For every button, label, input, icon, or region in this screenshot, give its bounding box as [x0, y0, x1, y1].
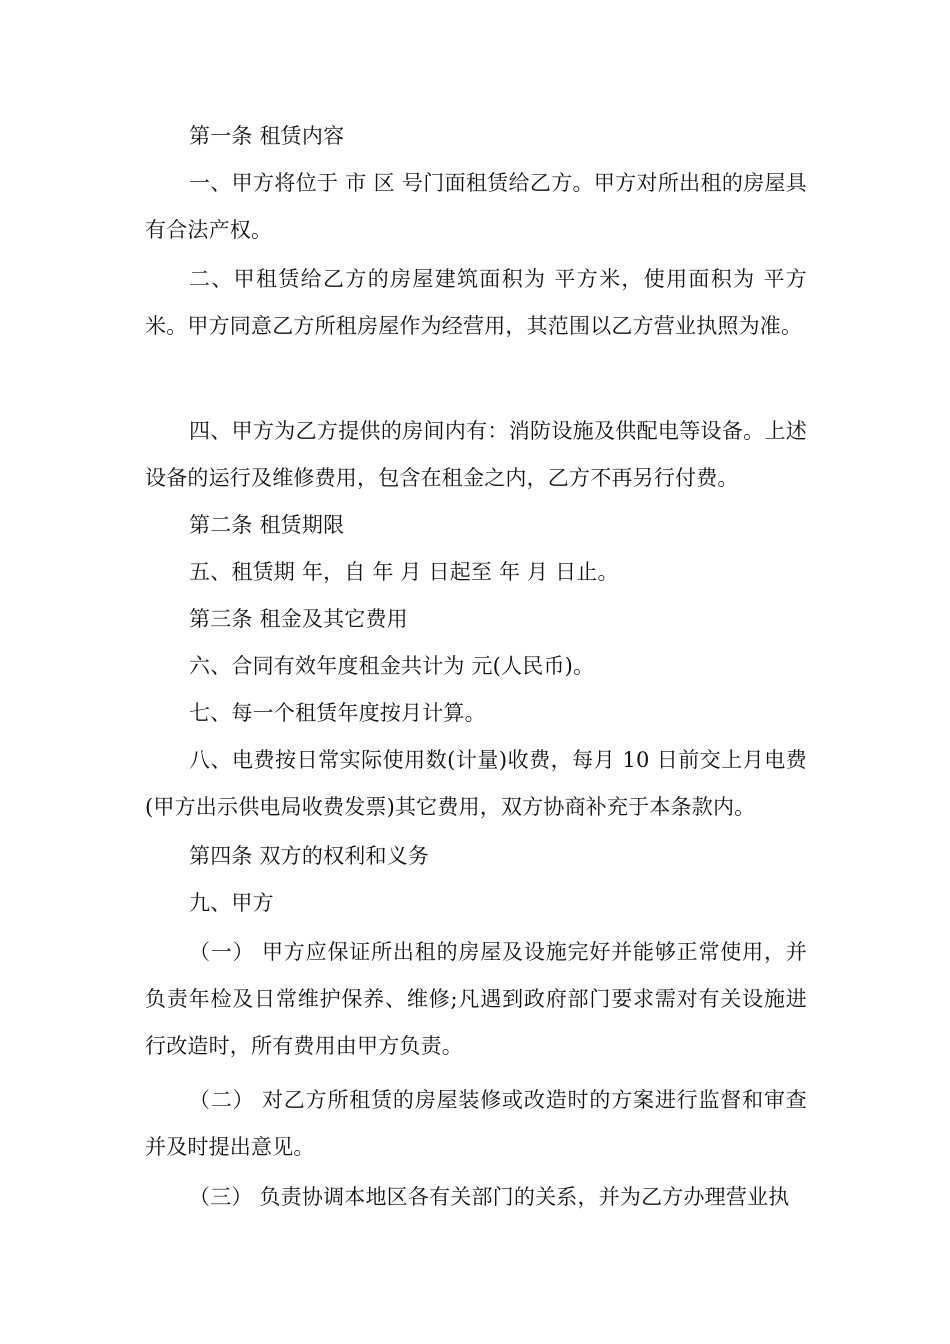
section-3-heading: 第三条 租金及其它费用: [189, 607, 408, 631]
clause-5: 五、租赁期 年，自 年 月 日起至 年 月 日止。: [189, 560, 619, 584]
section-1-heading: 第一条 租赁内容: [189, 124, 345, 148]
clause-4: 四、甲方为乙方提供的房间内有：消防设施及供配电等设备。上述设备的运行及维修费用，包含在租金之内，乙方不再另行付费。: [145, 419, 807, 490]
section-2-heading: 第二条 租赁期限: [189, 513, 345, 537]
clause-9-item-3: （三） 负责协调本地区各有关部门的关系，并为乙方办理营业执: [189, 1185, 790, 1209]
clause-8: 八、电费按日常实际使用数(计量)收费，每月 10 日前交上月电费(甲方出示供电局收费发票)其它费用，双方协商补充于本条款内。: [145, 748, 807, 819]
section-4-heading: 第四条 双方的权利和义务: [189, 844, 430, 868]
clause-6: 六、合同有效年度租金共计为 元(人民币)。: [189, 654, 595, 678]
clause-9-heading: 九、甲方: [189, 891, 274, 915]
clause-9-item-2: （二） 对乙方所租赁的房屋装修或改造时的方案进行监督和审查并及时提出意见。: [145, 1088, 807, 1159]
clause-1: 一、甲方将位于 市 区 号门面租赁给乙方。甲方对所出租的房屋具有合法产权。: [145, 171, 807, 242]
clause-9-item-1: （一） 甲方应保证所出租的房屋及设施完好并能够正常使用，并负责年检及日常维护保养、维修;凡遇到政府部门要求需对有关设施进行改造时，所有费用由甲方负责。: [145, 940, 807, 1058]
clause-7: 七、每一个租赁年度按月计算。: [189, 701, 486, 725]
clause-2: 二、甲租赁给乙方的房屋建筑面积为 平方米，使用面积为 平方米。甲方同意乙方所租房屋作为经营用，其范围以乙方营业执照为准。: [145, 267, 807, 338]
